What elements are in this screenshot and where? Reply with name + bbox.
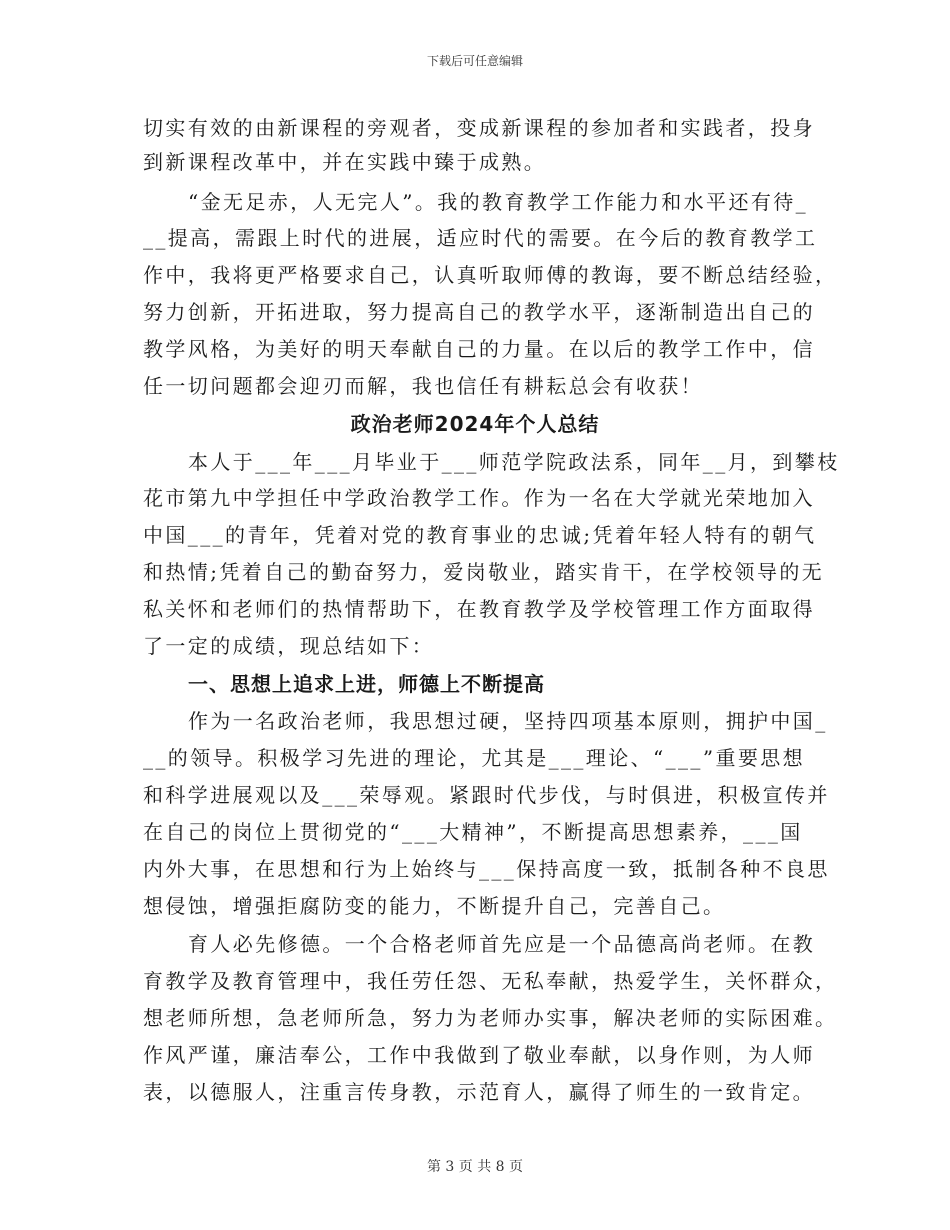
paragraph-line: 到新课程改革中，并在实践中臻于成熟。 — [143, 150, 547, 174]
paragraph-line: 育人必先修德。一个合格老师首先应是一个品德高尚老师。在教 — [188, 932, 816, 956]
paragraph-line: 本人于___年___月毕业于___师范学院政法系，同年__月，到攀枝 — [188, 450, 840, 474]
paragraph-line: 作为一名政治老师，我思想过硬，坚持四项基本原则，拥护中国_ — [188, 709, 828, 733]
paragraph-line: 表，以德服人，注重言传身教，示范育人，赢得了师生的一致肯定。 — [143, 1080, 815, 1104]
paragraph-line: 在自己的岗位上贯彻党的“___大精神”，不断提高思想素养，___国 — [143, 820, 803, 844]
paragraph-line: 想老师所想，急老师所急，努力为老师办实事，解决老师的实际困难。 — [143, 1006, 838, 1030]
paragraph-line: 育教学及教育管理中，我任劳任怨、无私奉献，热爱学生，关怀群众， — [143, 969, 838, 993]
paragraph-line: __提高，需跟上时代的进展，适应时代的需要。在今后的教育教学工 — [143, 226, 818, 250]
paragraph-line: 和科学进展观以及___荣辱观。紧跟时代步伐，与时俱进，积极宣传并 — [143, 783, 830, 807]
paragraph-line: 教学风格，为美好的明天奉献自己的力量。在以后的教学工作中，信 — [143, 337, 815, 361]
section-heading: 一、思想上追求上进，师德上不断提高 — [188, 672, 545, 696]
paragraph-line: 花市第九中学担任中学政治教学工作。作为一名在大学就光荣地加入 — [143, 486, 815, 510]
document-title: 政治老师2024年个人总结 — [350, 412, 600, 436]
paragraph-line: __的领导。积极学习先进的理论，尤其是___理论、“___”重要思想 — [143, 746, 806, 770]
paragraph-line: 和热情;凭着自己的勤奋努力，爱岗敬业，踏实肯干，在学校领导的无 — [143, 560, 825, 584]
paragraph-line: 想侵蚀，增强拒腐防变的能力，不断提升自己，完善自己。 — [143, 894, 726, 918]
paragraph-line: 了一定的成绩，现总结如下： — [143, 634, 435, 658]
page-number: 第 3 页 共 8 页 — [426, 1159, 524, 1175]
paragraph-line: 努力创新，开拓进取，努力提高自己的教学水平，逐渐制造出自己的 — [143, 300, 815, 324]
paragraph-line: 切实有效的由新课程的旁观者，变成新课程的参加者和实践者，投身 — [143, 116, 815, 140]
paragraph-line: 私关怀和老师们的热情帮助下，在教育教学及学校管理工作方面取得 — [143, 597, 815, 621]
paragraph-line: 任一切问题都会迎刃而解，我也信任有耕耘总会有收获！ — [143, 374, 703, 398]
page-header: 下载后可任意编辑 — [426, 54, 523, 68]
paragraph-line: 内外大事，在思想和行为上始终与___保持高度一致，抵制各种不良思 — [143, 857, 830, 881]
paragraph-line: 作中，我将更严格要求自己，认真听取师傅的教诲，要不断总结经验， — [143, 263, 838, 287]
paragraph-line: 中国___的青年，凭着对党的教育事业的忠诚;凭着年轻人特有的朝气 — [143, 523, 817, 547]
paragraph-line: 作风严谨，廉洁奉公，工作中我做到了敬业奉献，以身作则，为人师 — [143, 1043, 815, 1067]
paragraph-line: “金无足赤，人无完人”。我的教育教学工作能力和水平还有待_ — [188, 190, 809, 214]
